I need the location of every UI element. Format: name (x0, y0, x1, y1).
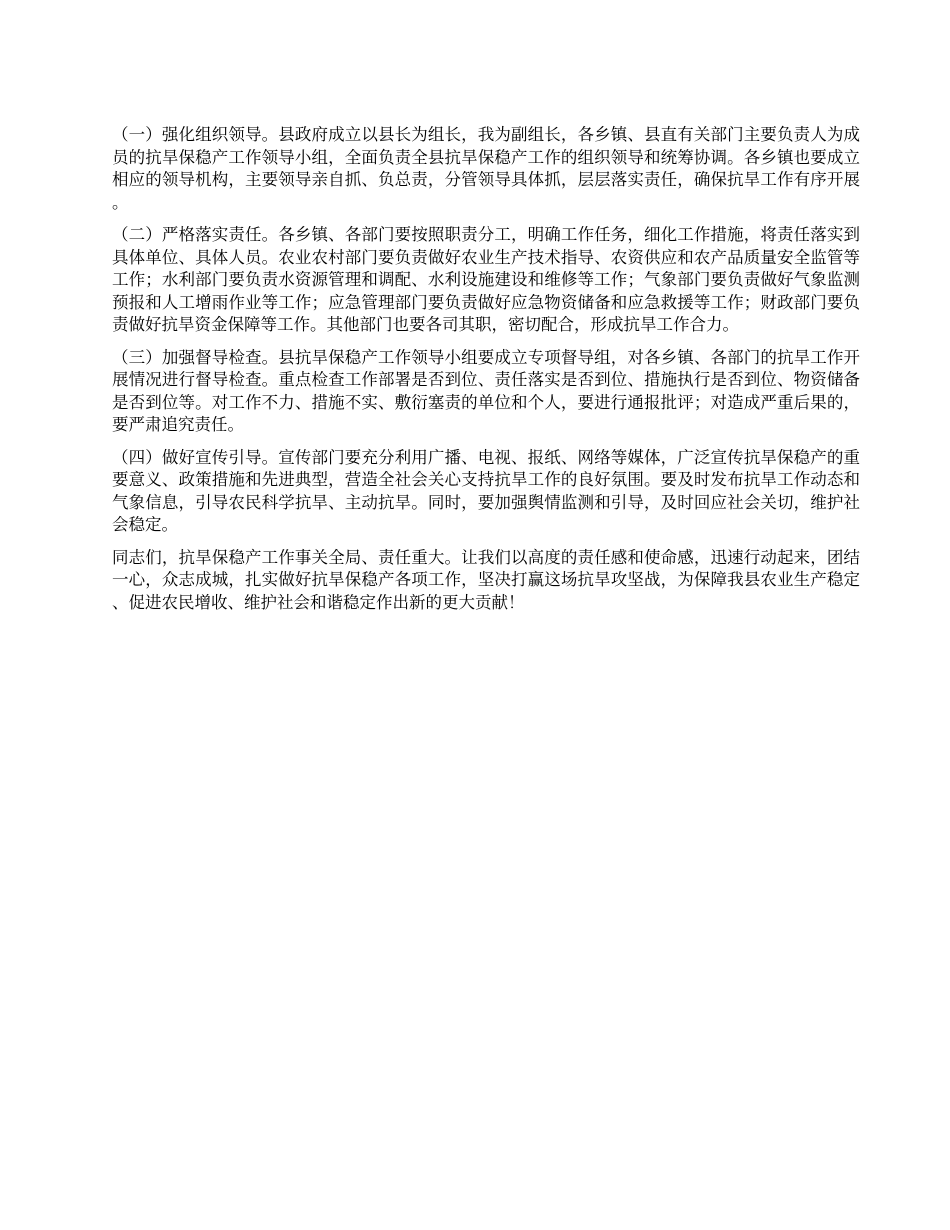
paragraph-publicity-guidance: （四）做好宣传引导。宣传部门要充分利用广播、电视、报纸、网络等媒体，广泛宣传抗旱保稳产的重要意义、政策措施和先进典型，营造全社会关心支持抗旱工作的良好氛围。要及时发布抗旱工作动态和气象信息，引导农民科学抗旱、主动抗旱。同时，要加强舆情监测和引导，及时回应社会关切，维护社会稳定。 (112, 447, 860, 534)
document-page (112, 124, 860, 624)
paragraph-implement-responsibility: （二）严格落实责任。各乡镇、各部门要按照职责分工，明确工作任务，细化工作措施，将责任落实到具体单位、具体人员。农业农村部门要负责做好农业生产技术指导、农资供应和农产品质量安全监管等工作；水利部门要负责水资源管理和调配、水利设施建设和维修等工作；气象部门要负责做好气象监测预报和人工增雨作业等工作；应急管理部门要负责做好应急物资储备和应急救援等工作；财政部门要负责做好抗旱资金保障等工作。其他部门也要各司其职，密切配合，形成抗旱工作合力。 (112, 225, 860, 334)
paragraph-closing-remarks: 同志们，抗旱保稳产工作事关全局、责任重大。让我们以高度的责任感和使命感，迅速行动起来，团结一心，众志成城，扎实做好抗旱保稳产各项工作，坚决打赢这场抗旱攻坚战，为保障我县农业生产稳定、促进农民增收、维护社会和谐稳定作出新的更大贡献！ (112, 547, 860, 612)
paragraph-strengthen-leadership: （一）强化组织领导。县政府成立以县长为组长，我为副组长，各乡镇、县直有关部门主要负责人为成员的抗旱保稳产工作领导小组，全面负责全县抗旱保稳产工作的组织领导和统筹协调。各乡镇也要成立相应的领导机构，主要领导亲自抓、负总责，分管领导具体抓，层层落实责任，确保抗旱工作有序开展。 (112, 125, 860, 212)
paragraph-supervision-inspection: （三）加强督导检查。县抗旱保稳产工作领导小组要成立专项督导组，对各乡镇、各部门的抗旱工作开展情况进行督导检查。重点检查工作部署是否到位、责任落实是否到位、措施执行是否到位、物资储备是否到位等。对工作不力、措施不实、敷衍塞责的单位和个人，要进行通报批评；对造成严重后果的，要严肃追究责任。 (112, 347, 860, 434)
